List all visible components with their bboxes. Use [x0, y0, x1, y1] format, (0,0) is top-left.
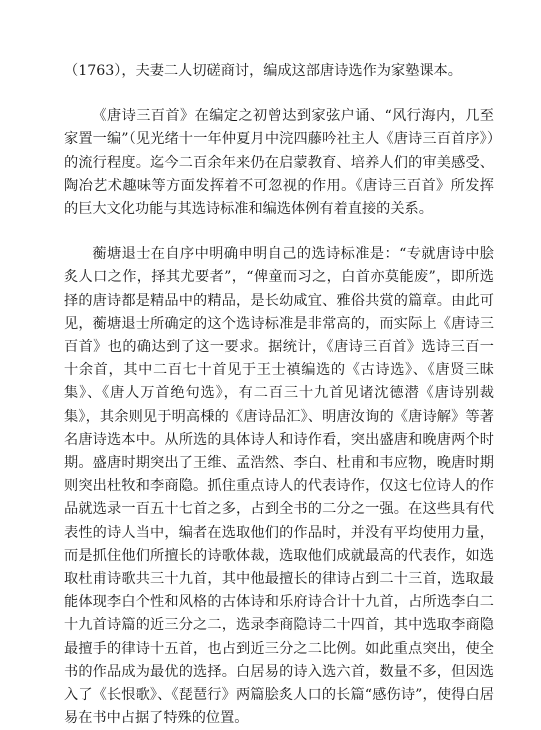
- paragraph-book-influence: 《唐诗三百首》在编定之初曾达到家弦户诵、“风行海内，几至家置一编”（见光绪十一年仲夏月中浣四藤吟社主人《唐诗三百首序》）的流行程度。迄今二百余年来仍在启蒙教育、培养人们的审美感受、陶冶艺术趣味等方面发挥着不可忽视的作用。《唐诗三百首》所发挥的巨大文化功能与其选诗标准和编选体例有着直接的关系。: [64, 108, 494, 218]
- paragraph-intro-fragment: （1763），夫妻二人切磋商讨，编成这部唐诗选作为家塾课本。: [64, 63, 462, 79]
- paragraph-selection-standard: 蘅塘退士在自序中明确申明自己的选诗标准是：“专就唐诗中脍炙人口之作，择其尤要者”，“俾童而习之，白首亦莫能废”，即所选择的唐诗都是精品中的精品，是长幼咸宜、雅俗共赏的篇章。由此可见，蘅塘退士所确定的这个选诗标准是非常高的，而实际上《唐诗三百首》也的确达到了这一要求。据统计，《唐诗三百首》选诗三百一十余首，其中二百七十首见于王士禛编选的《古诗选》、《唐贤三昧集》、《唐人万首绝句选》，有二百三十九首见诸沈德潜《唐诗别裁集》，其余则见于明高棅的《唐诗品汇》、明唐汝询的《唐诗解》等著名唐诗选本中。从所选的具体诗人和诗作看，突出盛唐和晚唐两个时期。盛唐时期突出了王维、孟浩然、李白、杜甫和韦应物，晚唐时期则突出杜牧和李商隐。抓住重点诗人的代表诗作，仅这七位诗人的作品就选录一百五十七首之多，占到全书的二分之一强。在这些具有代表性的诗人当中，编者在选取他们的作品时，并没有平均使用力量，而是抓住他们所擅长的诗歌体裁，选取他们成就最高的代表作，如选取杜甫诗歌共三十九首，其中他最擅长的律诗占到二十三首，选取最能体现李白个性和风格的古体诗和乐府诗合计十九首，占所选李白二十九首诗篇的近三分之二，选录李商隐诗二十四首，其中选取李商隐最擅手的律诗十五首，也占到近三分之二比例。如此重点突出，使全书的作品成为最优的选择。白居易的诗入选六首，数量不多，但因选入了《长恨歌》、《琵琶行》两篇脍炙人口的长篇“感伤诗”，使得白居易在书中占据了特殊的位置。: [64, 246, 494, 727]
- document-page: [64, 60, 494, 730]
